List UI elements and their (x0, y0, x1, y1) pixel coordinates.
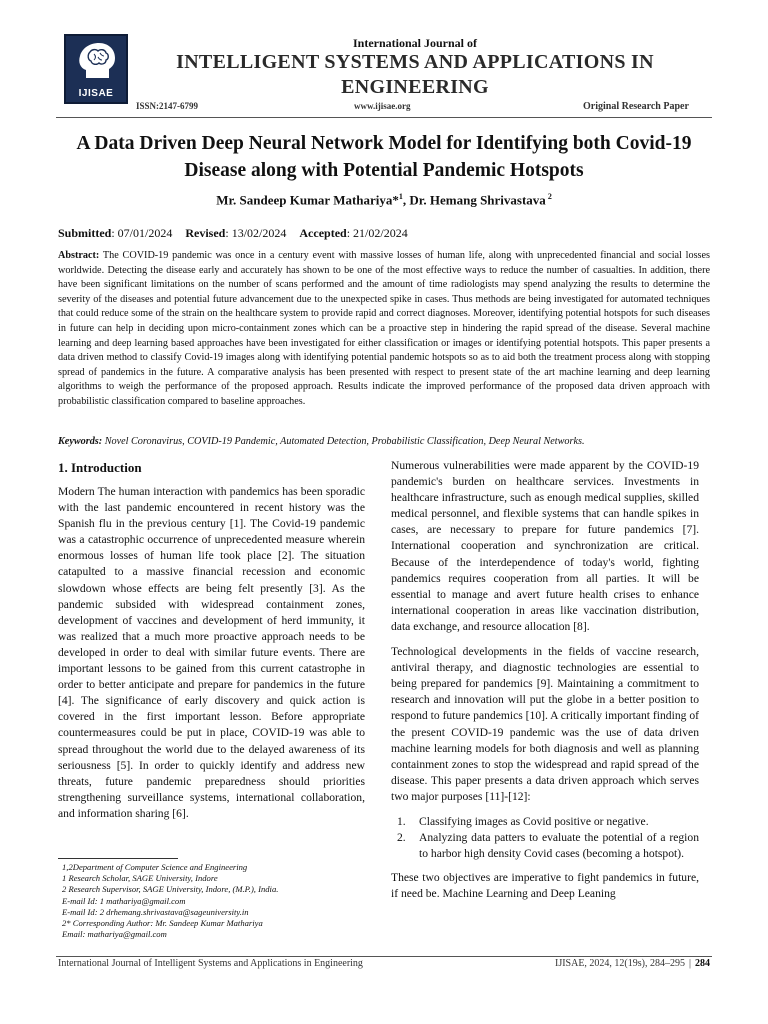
journal-website-link[interactable]: www.ijisae.org (354, 101, 411, 111)
citation-text: IJISAE, 2024, 12(19s), 284–295 (554, 958, 685, 969)
keywords-label: Keywords: (58, 436, 103, 447)
brain-head-icon (74, 40, 120, 82)
footer-journal-name: International Journal of Intelligent Systems and Applications in Engineering (58, 958, 363, 969)
revised-date: : 13/02/2024 (225, 226, 287, 240)
email-link[interactable]: Email: mathariya@gmail.com (62, 929, 167, 940)
footnote-line: 1,2Department of Computer Science and Engineering (62, 862, 248, 872)
author-separator: , (402, 192, 410, 208)
email-link[interactable]: E-mail Id: 1 mathariya@gmail.com (62, 895, 186, 906)
footer-divider (56, 956, 712, 957)
abstract-text: The COVID-19 pandemic was once in a century event with massive losses of human life, along with unprecedented financial and social losses worldwide. Detecting the disease early and accurately has shown to be one of the most effective ways to reduce the number of casualties. In addition, there have been significant limitations on the number of scans performed and the amount of time radiologists may spend analyzing the results to determine the severity of the diseases and potential future advancement due to the unexpected spike in cases. Thus methods are being investigated for automated techniques that could reduce some of the strain on the healthcare system to provide rapid and correct diagnoses. Moreover, identifying potential hotspots for such diseases in future can help in deciding upon micro-containment zones which can be a proactive step in hindering the rapid spread of the disease. Several machine learning and deep learning based approaches have been investigated for either classification or images or identifying potential hotspots. This paper presents a data driven method to classify Covid-19 images along with identifying potential pandemic hotspots so as to aid both the treatment process along with stopping spread of pandemics in the future. A comparative analysis has been presented with respect to present state of the art machine learning and deep learning algorithms to weigh the performance of the proposed approach. Results indicate the improved performance of the proposed data driven approach with probabilistic classification compared to baseline approaches. (58, 250, 710, 407)
footnote-rule (58, 858, 178, 859)
intro-paragraph-1: Modern The human interaction with pandemics has been sporadic with the last pandemic encountered in recent history was the Spanish flu in the previous century [1]. The Covid-19 pandemic was a catastrophic occurrence of unprecedented measure wherein enormous losses of human life took place [2]. The situation catapulted to a massive financial recession and economic slowdown whose effects are being felt presently [3]. As the pandemic subsided with widespread containment zones, development of vaccines and development of herd immunity, it was realized that a much more proactive approach needs to be developed in order to deal with similar future events. There are important lessons to be gained from this current catastrophe in order to better anticipate and prepare for pandemics in the future [4]. The significance of early discovery and quick action is covered in the first important lesson. Before appropriate countermeasures could be put in place, COVID-19 was able to spread throughout the world due to the delayed awareness of its seriousness [5]. In order to quickly identify and address new threats, future pandemic preparedness should priorities strengthening surveillance systems, international collaboration, and information sharing [6]. (58, 485, 365, 820)
list-number: 2. (397, 831, 406, 845)
article-title: A Data Driven Deep Neural Network Model for Identifying both Covid-19 Disease along with Potential Pandemic Hotspots (76, 133, 692, 181)
author-1-affiliation: 1 (398, 192, 403, 201)
footnote-line: 2* Corresponding Author: Mr. Sandeep Kumar Mathariya (62, 918, 263, 929)
submitted-label: Submitted (58, 226, 112, 240)
author-1: Mr. Sandeep Kumar Mathariya* (216, 192, 399, 208)
issn-label: ISSN:2147-6799 (136, 101, 199, 111)
header-divider (56, 117, 712, 118)
author-line (56, 192, 712, 208)
left-column (58, 458, 365, 831)
intro-paragraph-3: Technological developments in the fields of vaccine research, antiviral therapy, and diagnostic technologies are essential to being prepared for pandemics [9]. Maintaining a commitment to research and innovation will put the globe in a better position to respond to future pandemics [10]. A critically important finding of the present COVID-19 pandemic was the use of data driven machine learning models for both diagnosis and well as planning containment zones to stop the widespread and rapid spread of the disease. This paper presents a data driven approach which serves two major purposes [11]-[12]: (391, 645, 699, 803)
abstract (58, 249, 710, 410)
revised-label: Revised (185, 226, 226, 240)
submitted-date: : 07/01/2024 (111, 226, 173, 240)
footnote-line: 2 Research Supervisor, SAGE University, Indore, (M.P.), India. (62, 884, 279, 895)
footer-citation (555, 958, 710, 969)
author-2: Dr. Hemang Shrivastava (409, 192, 546, 208)
intro-paragraph-4: These two objectives are imperative to fight pandemics in future, if need be. Machine Learning and Deep Leaning (391, 871, 699, 901)
author-2-affiliation: 2 (545, 192, 552, 201)
accepted-label: Accepted (299, 226, 347, 240)
keywords-text: Novel Coronavirus, COVID-19 Pandemic, Automated Detection, Probabilistic Classification, Deep Neural Networks. (102, 436, 585, 447)
list-item (391, 830, 699, 862)
footnotes (62, 862, 362, 940)
journal-logo (64, 34, 128, 104)
right-column (391, 458, 699, 911)
page-number: 284 (695, 958, 710, 969)
logo-label: IJISAE (78, 88, 114, 99)
journal-prefix: International Journal of (352, 36, 477, 50)
list-text: Classifying images as Covid positive or negative. (419, 814, 649, 828)
email-link[interactable]: E-mail Id: 2 drhemang.shrivastava@sageuniversity.in (62, 906, 249, 917)
abstract-label: Abstract: (58, 250, 100, 261)
purpose-list (391, 814, 699, 862)
footnote-line: 1 Research Scholar, SAGE University, Indore (62, 873, 218, 884)
journal-header (0, 0, 768, 122)
accepted-date: : 21/02/2024 (346, 226, 408, 240)
journal-title: INTELLIGENT SYSTEMS AND APPLICATIONS IN ENGINEERING (176, 51, 654, 98)
list-item (391, 814, 699, 830)
intro-heading: 1. Introduction (58, 460, 142, 475)
paper-type-label: Original Research Paper (583, 101, 689, 112)
footer-separator: | (688, 958, 691, 969)
list-number: 1. (397, 814, 406, 828)
list-text: Analyzing data patters to evaluate the potential of a region to harbor high density Covid cases (becoming a hotspot). (419, 831, 699, 861)
keywords (58, 436, 710, 447)
intro-paragraph-2: Numerous vulnerabilities were made apparent by the COVID-19 pandemic's burden on healthcare services. Investments in healthcare infrastructure, such as enough medical supplies, skilled medical personnel, and flexible systems that can handle spikes in cases, are necessary to prepare for future pandemics [7]. International cooperation and synchronization are critical. Because of the interdependence of today's world, fighting pandemics requires cooperation from all parties. It will be essential to manage and avert future health crises to enhance international cooperation in areas like vaccination distribution, data exchange, and resource allocation [8]. (391, 459, 699, 633)
article-dates (58, 226, 408, 241)
